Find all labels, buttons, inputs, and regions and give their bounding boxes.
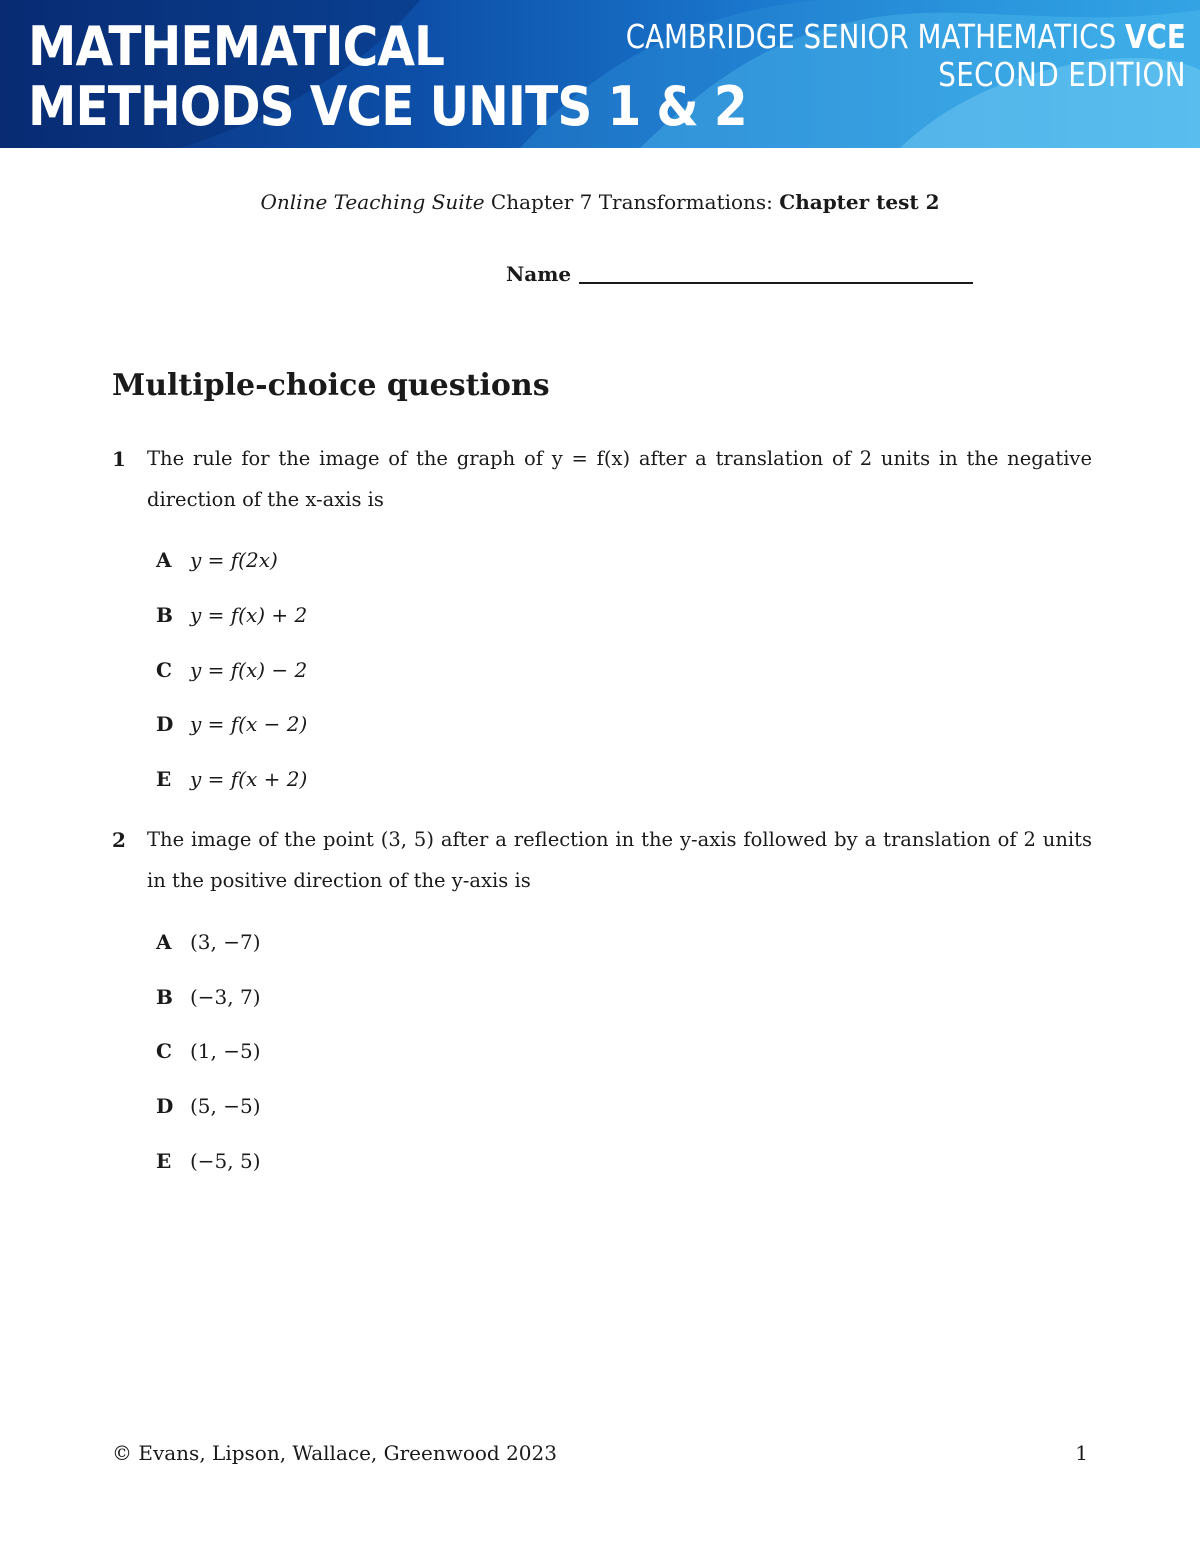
- option-text: y = f(x − 2): [190, 712, 308, 736]
- book-title-line2: METHODS VCE UNITS 1 & 2: [28, 75, 747, 138]
- edition-label: SECOND EDITION: [938, 55, 1186, 94]
- series-suffix: VCE: [1125, 17, 1186, 56]
- option-text: (3, −7): [190, 930, 261, 954]
- option-text: (−3, 7): [190, 985, 261, 1009]
- option-text: y = f(2x): [190, 548, 278, 572]
- option-text: y = f(x) − 2: [190, 658, 308, 682]
- answer-option[interactable]: [156, 712, 307, 736]
- option-letter: D: [156, 1094, 174, 1118]
- option-letter: C: [156, 1039, 172, 1063]
- option-letter: E: [156, 767, 172, 791]
- chapter-name: Chapter 7 Transformations:: [484, 190, 780, 214]
- answer-option[interactable]: [156, 548, 278, 572]
- answer-option[interactable]: [156, 1094, 261, 1118]
- answer-option[interactable]: [156, 603, 307, 627]
- copyright-notice: © Evans, Lipson, Wallace, Greenwood 2023: [112, 1441, 557, 1465]
- series-name: [625, 17, 1186, 56]
- option-letter: A: [156, 548, 172, 572]
- answer-option[interactable]: [156, 1149, 261, 1173]
- section-heading: Multiple-choice questions: [112, 368, 550, 403]
- series-prefix: CAMBRIDGE SENIOR MATHEMATICS: [625, 17, 1126, 56]
- option-letter: E: [156, 1149, 172, 1173]
- option-text: (5, −5): [190, 1094, 261, 1118]
- name-label: Name: [506, 262, 572, 286]
- question-number: 2: [112, 828, 126, 852]
- option-letter: D: [156, 712, 174, 736]
- option-text: (−5, 5): [190, 1149, 261, 1173]
- option-text: y = f(x + 2): [190, 767, 308, 791]
- option-letter: B: [156, 603, 173, 627]
- document-subtitle: [0, 190, 1200, 214]
- suite-name: Online Teaching Suite: [260, 190, 485, 214]
- question-text: The image of the point (3, 5) after a reflection in the y-axis followed by a translation of 2 units in the positive direction of the y-axis is: [147, 828, 1092, 892]
- question-number: 1: [112, 447, 126, 471]
- option-letter: A: [156, 930, 172, 954]
- option-letter: C: [156, 658, 172, 682]
- option-letter: B: [156, 985, 173, 1009]
- answer-option[interactable]: [156, 767, 307, 791]
- option-text: (1, −5): [190, 1039, 261, 1063]
- option-text: y = f(x) + 2: [190, 603, 308, 627]
- name-field: [506, 262, 973, 286]
- test-name: Chapter test 2: [779, 190, 940, 214]
- answer-option[interactable]: [156, 985, 261, 1009]
- book-title-line1: MATHEMATICAL: [28, 15, 445, 78]
- question-text: The rule for the image of the graph of y = f(x) after a translation of 2 units in the negative direction of the x-axis is: [147, 447, 1092, 511]
- answer-option[interactable]: [156, 658, 307, 682]
- answer-option[interactable]: [156, 930, 261, 954]
- page-number: 1: [1075, 1441, 1088, 1465]
- answer-option[interactable]: [156, 1039, 261, 1063]
- cover-banner: [0, 0, 1200, 148]
- name-blank-line[interactable]: [579, 282, 973, 284]
